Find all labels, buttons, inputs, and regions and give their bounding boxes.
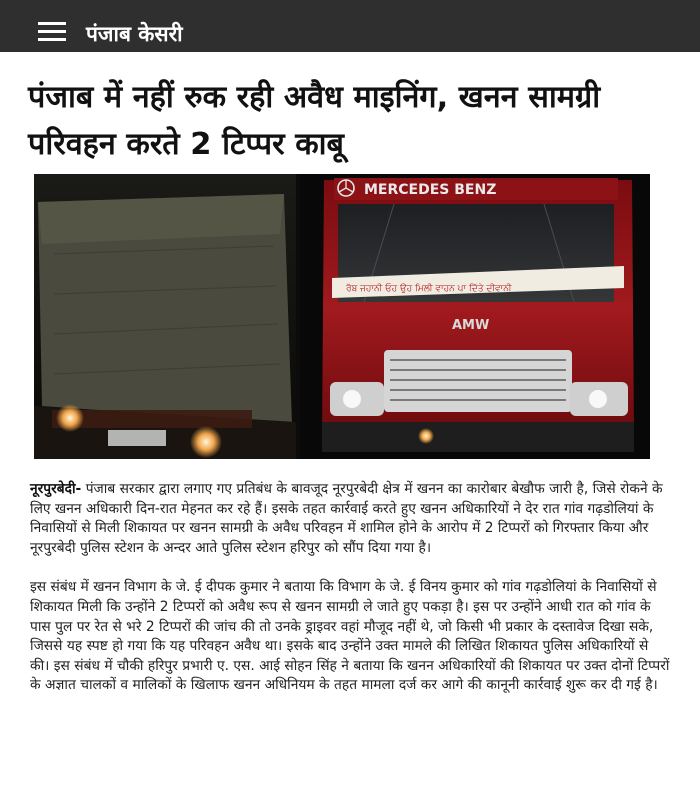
site-logo[interactable]: पंजाब केसरी xyxy=(86,22,183,46)
article-dateline: नूरपुरबेदी- xyxy=(30,481,82,497)
hamburger-menu-icon[interactable] xyxy=(38,22,66,44)
paragraph-1-text: पंजाब सरकार द्वारा लगाए गए प्रतिबंध के बावजूद नूरपुरबेदी क्षेत्र में खनन का कारोबार बेखौफ जारी है, जिसे रोकने के लिए खनन अधिकारी दिन-रात मेहनत कर रहे हैं। इसके तहत कार्रवाई करते हुए खनन अधिकारियों ने देर रात गांव गढ़डोलियां के निवासियों से मिली शिकायत पर खनन सामग्री के अवैध परिवहन में शामिल होने के आरोप में 2 टिप्परों को गिरफ्तार किया और नूरपुरबेदी पुलिस स्टेशन के अन्दर आते पुलिस स्टेशन हरिपुर को सौंप दिया गया है। xyxy=(30,481,663,556)
grille-badge-text: AMW xyxy=(452,318,490,333)
right-truck-photo xyxy=(300,174,650,459)
top-navigation-bar xyxy=(0,0,700,52)
windshield-banner-text: ਰੱਬ ਜਹਾਨੀ ਓਹ ਉਹ ਮਿਲੀ ਵਾਹਨ ਪਾ ਦਿੱਤੇ ਦੀਵਾਨੀ xyxy=(346,284,512,294)
paragraph-2-text: इस संबंध में खनन विभाग के जे. ई दीपक कुमार ने बताया कि विभाग के जे. ई विनय कुमार को गांव गढ़डोलियां के निवासियों से शिकायत मिली कि उन्होंने 2 टिप्परों को अवैध रूप से खनन सामग्री ले जाते हुए पकड़ा है। इस पर उन्होंने आधी रात को गांव के पास पुल पर रेत से भरे 2 टिप्परों की जांच की तो उनके ड्राइवर वहां मौजूद नहीं थे, जो किसी भी प्रकार के दस्तावेज दिखा सके, जिससे यह स्पष्ट हो गया कि यह परिवहन अवैध था। इसके बाद उन्होंने उक्त मामले की लिखित शिकायत पुलिस अधिकारियों से की। इस संबंध में चौकी हरिपुर प्रभारी ए. एस. आई सोहन सिंह ने बताया कि खनन अधिकारियों की शिकायत पर उक्त दोनों टिप्परों के अज्ञात चालकों व मालिकों के खिलाफ खनन अधिनियम के तहत मामला दर्ज कर आगे की कानूनी कार्रवाई शुरू कर दी गई है। xyxy=(30,579,670,694)
article-body xyxy=(30,480,670,716)
hero-photo xyxy=(34,174,650,459)
article-headline: पंजाब में नहीं रुक रही अवैध माइनिंग, खनन सामग्री परिवहन करते 2 टिप्पर काबू xyxy=(28,80,601,162)
truck-brand-text: MERCEDES BENZ xyxy=(364,182,497,198)
article-paragraph-1 xyxy=(30,480,670,558)
article-paragraph-2 xyxy=(30,578,670,696)
left-tipper-photo xyxy=(34,174,296,459)
